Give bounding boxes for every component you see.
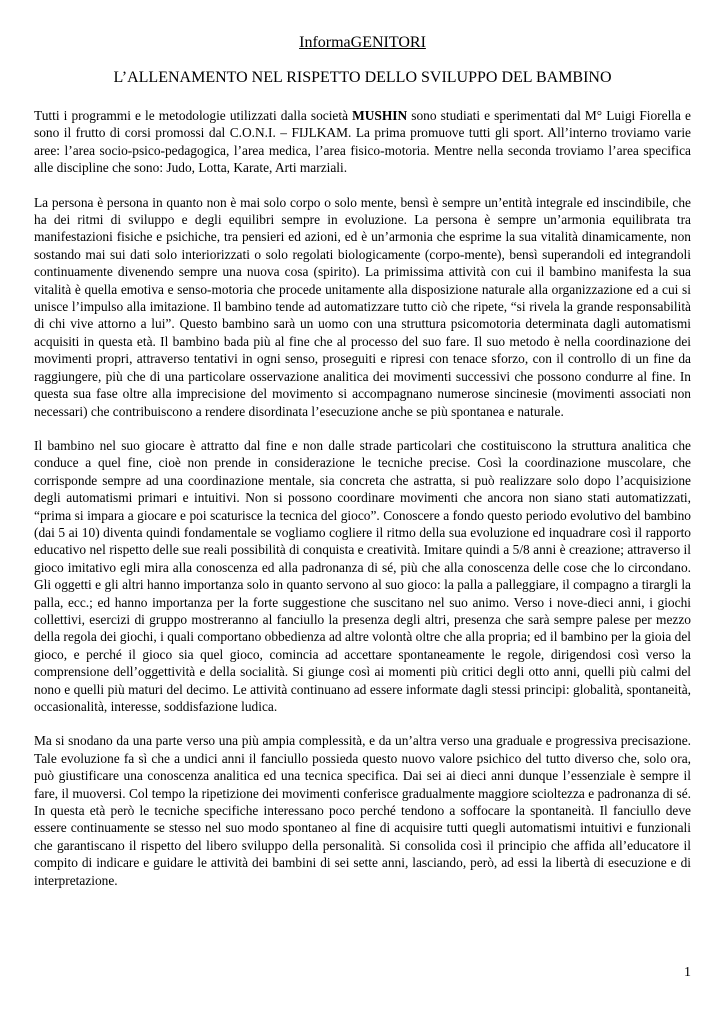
- paragraph-1-text-after: sono studiati e sperimentati dal M° Luigi Fiorella e sono il frutto di corsi promossi dal C.O.N.I. – FIJLKAM. La prima promuove tutti gli sport. All’interno troviamo varie aree: l’area socio-psico-pedagogica, l’area medica, l’area fisico-motoria. Mentre nella seconda troviamo l’area specifica alle discipline che sono: Judo, Lotta, Karate, Arti marziali.: [34, 108, 691, 176]
- document-body: [34, 107, 691, 906]
- header-title: InformaGENITORI: [299, 34, 426, 51]
- paragraph-1: [34, 107, 691, 177]
- document-title: L’ALLENAMENTO NEL RISPETTO DELLO SVILUPPO DEL BAMBINO: [113, 69, 612, 86]
- paragraph-2: La persona è persona in quanto non è mai solo corpo o solo mente, bensì è sempre un’entità integrale ed inscindibile, che ha dei ritmi di sviluppo e degli equilibri sempre in evoluzione. La persona è sempre un’armonia equilibrata tra manifestazioni fisiche e psichiche, tra pensieri ed azioni, ed è un’armonia che esprime la sua vitalità dinamicamente, non sostando mai sui dati solo interiorizzati o solo regolati biologicamente (corpo-mente), bensì superandoli ed integrandoli continuamente divenendo sempre una nuova cosa (spirito). La primissima attività con cui il bambino manifesta la sua vitalità è quella emotiva e senso-motoria che procede unitamente alla disposizione naturale alla organizzazione ed a cui si unisce l’impulso alla imitazione. Il bambino tende ad automatizzare tutto ciò che ripete, “si rivela la grande responsabilità di chi vive attorno a lui”. Questo bambino sarà un uomo con una struttura psicomotoria determinata dagli automatismi acquisiti in questa età. Il bambino bada più al fine che al processo del suo fare. Il suo metodo è nella coordinazione dei movimenti propri, attraverso tentativi in ogni senso, proseguiti e ripresi con tenace sforzo, con il controllo di un fine da raggiungere, più che di una particolare osservazione analitica dei movimenti successivi che possono condurre al fine. In questa sua fase oltre alla imprecisione del movimento si accompagnano numerose sincinesie (movimenti associati non necessari) che contribuiscono a rendere disordinata l’esecuzione anche se più spontanea e naturale.: [34, 194, 691, 419]
- page-number: 1: [684, 965, 691, 980]
- paragraph-1-text-before: Tutti i programmi e le metodologie utilizzati dalla società: [34, 108, 353, 123]
- paragraph-3: Il bambino nel suo giocare è attratto dal fine e non dalle strade particolari che costituiscono la struttura analitica che conduce a quel fine, cioè non prende in considerazione le tecniche precise. Così la coordinazione muscolare, che corrisponde sempre ad una coordinazione mentale, sia concreta che astratta, si può realizzare solo dopo l’acquisizione degli automatismi primari e intuitivi. Non si possono coordinare movimenti che ancora non siano stati automatizzati, “prima si impara a giocare e poi scaturisce la tecnica del gioco”. Conoscere a fondo questo periodo evolutivo del bambino (dai 5 ai 10) diventa quindi fondamentale se vogliamo cogliere il ritmo della sua evoluzione ed inquadrare così il rapporto educativo nel rispetto delle sue reali possibilità di conquista e creatività. Imitare quindi a 5/8 anni è creazione; attraverso il gioco imitativo egli mira alla conoscenza ed alla padronanza di sé, più che alla conoscenza delle cose che lo circondano. Gli oggetti e gli altri hanno importanza solo in quanto servono al suo gioco: la palla a palleggiare, il compagno a tirargli la palla, ecc.; ed hanno importanza per la forte suggestione che suscitano nel suo animo. Verso i nove-dieci anni, i giochi collettivi, esercizi di gruppo mostreranno al fanciullo la presenza degli altri, presenza che sarà sempre palese per mezzo della regola dei giochi, i quali comportano obbedienza ad altre volontà oltre che alla propria; ed il bambino per la gioia del gioco, e perché il gioco sia quel gioco, comincia ad accettare spontaneamente le regole, dirigendosi così verso la comprensione dell’oggettività e della socialità. Si giunge così ai momenti più critici degli otto anni, quelli più calmi del nono e quelli più maturi del decimo. Le attività continuano ad essere informate dagli stessi principi: globalità, spontaneità, occasionalità, interesse, soddisfazione ludica.: [34, 437, 691, 714]
- company-name: MUSHIN: [352, 108, 408, 123]
- paragraph-4: Ma si snodano da una parte verso una più ampia complessità, e da un’altra verso una graduale e progressiva precisazione. Tale evoluzione fa sì che a undici anni il fanciullo possieda questo nuovo valore psichico del tutto diverso che, solo ora, può giustificare una conoscenza analitica ed una tecnica specifica. Dai sei ai dieci anni dunque l’essenziale è sempre il fare, il muoversi. Col tempo la ripetizione dei movimenti conferisce gradualmente maggiore scioltezza e padronanza di sé. In questa età però le tecniche specifiche interessano poco perché tendono a soffocare la spontaneità. Il fanciullo deve essere continuamente se stesso nel suo modo spontaneo al fine di acquisire tutti quegli automatismi intuitivi e funzionali che garantiscano il rispetto del libero sviluppo della personalità. Si consolida così il principio che affida all’educatore il compito di indicare e guidare le attività dei bambini di sei sette anni, lasciando, però, ad essi la libertà di esecuzione e di interpretazione.: [34, 733, 691, 888]
